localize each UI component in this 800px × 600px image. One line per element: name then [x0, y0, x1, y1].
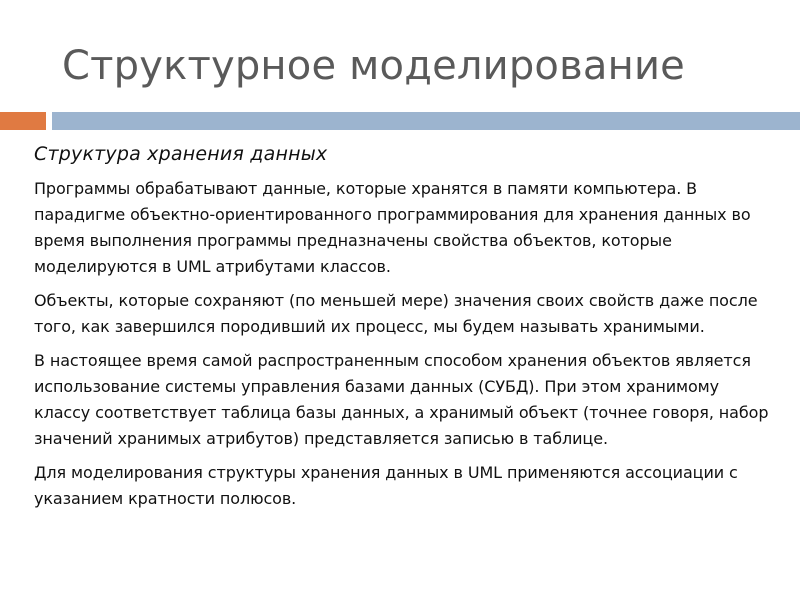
paragraph-4: Для моделирования структуры хранения данных в UML применяются ассоциации с указанием кратности полюсов. [34, 463, 738, 508]
paragraph-2: Объекты, которые сохраняют (по меньшей мере) значения своих свойств даже после того, как завершился породивший их процесс, мы будем называть хранимыми. [34, 291, 758, 336]
title-underline-bar [52, 112, 800, 130]
slide-body [34, 140, 774, 512]
paragraph-1: Программы обрабатывают данные, которые хранятся в памяти компьютера. В парадигме объектно-ориентированного программирования для хранения данных во время выполнения программы предназначены свойства объектов, которые моделируются в UML атрибутами классов. [34, 179, 751, 276]
paragraph-3: В настоящее время самой распространенным способом хранения объектов является использование системы управления базами данных (СУБД). При этом хранимому классу соответствует таблица базы данных, а хранимый объект (точнее говоря, набор значений хранимых атрибутов) представляется записью в таблице. [34, 351, 769, 448]
subheading: Структура хранения данных [34, 143, 328, 165]
slide-title: Структурное моделирование [62, 43, 685, 89]
accent-bar [0, 112, 46, 130]
